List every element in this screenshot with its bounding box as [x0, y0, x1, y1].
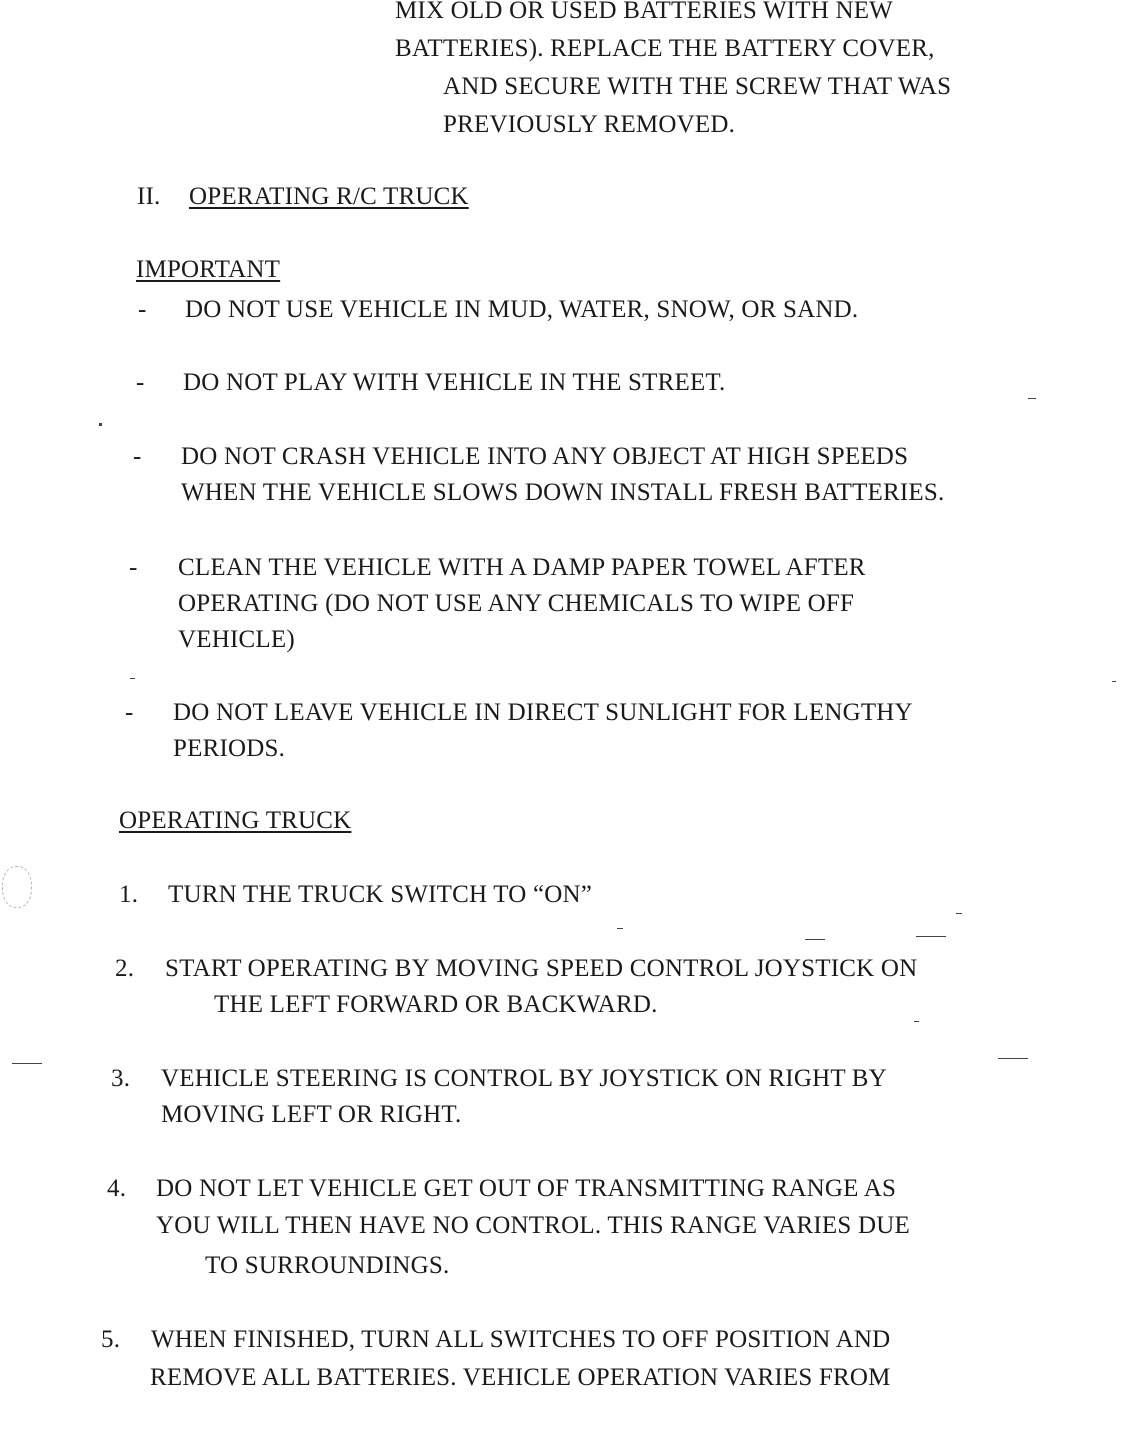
bullet-dash: - — [133, 443, 142, 470]
scan-speck — [617, 928, 623, 929]
step-text: YOU WILL THEN HAVE NO CONTROL. THIS RANGE VARIES DUE — [156, 1212, 910, 1239]
step-text: VEHICLE STEERING IS CONTROL BY JOYSTICK ON RIGHT BY — [161, 1065, 887, 1092]
intro-line: MIX OLD OR USED BATTERIES WITH NEW — [395, 0, 893, 24]
important-item: CLEAN THE VEHICLE WITH A DAMP PAPER TOWEL AFTER — [178, 554, 866, 581]
operating-heading: OPERATING TRUCK — [119, 807, 352, 834]
important-item: WHEN THE VEHICLE SLOWS DOWN INSTALL FRESH BATTERIES. — [181, 479, 945, 506]
section-title: OPERATING R/C TRUCK — [189, 183, 469, 210]
scan-speck — [99, 423, 102, 426]
scan-speck — [130, 678, 135, 679]
intro-line: BATTERIES). REPLACE THE BATTERY COVER, — [395, 35, 935, 62]
section-number: II. — [137, 183, 161, 210]
step-text: THE LEFT FORWARD OR BACKWARD. — [214, 991, 658, 1018]
bullet-dash: - — [129, 554, 138, 581]
important-item: OPERATING (DO NOT USE ANY CHEMICALS TO WIPE OFF — [178, 590, 855, 617]
bullet-dash: - — [125, 699, 134, 726]
punch-hole-mark — [2, 866, 32, 908]
bullet-dash: - — [136, 369, 145, 396]
step-text: DO NOT LET VEHICLE GET OUT OF TRANSMITTING RANGE AS — [156, 1175, 897, 1202]
important-item: DO NOT LEAVE VEHICLE IN DIRECT SUNLIGHT FOR LENGTHY — [173, 699, 913, 726]
bullet-dash: - — [138, 296, 147, 323]
important-heading: IMPORTANT — [136, 256, 281, 283]
step-text: REMOVE ALL BATTERIES. VEHICLE OPERATION VARIES FROM — [150, 1364, 891, 1391]
scan-speck — [1112, 681, 1116, 682]
step-text: START OPERATING BY MOVING SPEED CONTROL JOYSTICK ON — [165, 955, 918, 982]
scan-speck — [956, 913, 962, 914]
intro-line: AND SECURE WITH THE SCREW THAT WAS — [443, 73, 952, 100]
important-item: VEHICLE) — [178, 626, 295, 653]
important-item: DO NOT PLAY WITH VEHICLE IN THE STREET. — [183, 369, 726, 396]
step-text: MOVING LEFT OR RIGHT. — [161, 1101, 462, 1128]
scan-speck — [998, 1058, 1028, 1059]
scan-speck — [1028, 398, 1036, 399]
important-item: DO NOT CRASH VEHICLE INTO ANY OBJECT AT HIGH SPEEDS — [181, 443, 909, 470]
step-number: 4. — [107, 1175, 127, 1202]
scan-speck — [916, 936, 946, 937]
step-number: 1. — [119, 881, 139, 908]
step-number: 2. — [115, 955, 135, 982]
step-number: 3. — [111, 1065, 131, 1092]
intro-line: PREVIOUSLY REMOVED. — [443, 111, 736, 138]
important-item: PERIODS. — [173, 735, 286, 762]
step-text: TURN THE TRUCK SWITCH TO “ON” — [168, 881, 593, 908]
scan-speck — [914, 1021, 919, 1022]
step-text: TO SURROUNDINGS. — [205, 1252, 450, 1279]
important-item: DO NOT USE VEHICLE IN MUD, WATER, SNOW, OR SAND. — [185, 296, 859, 323]
step-number: 5. — [101, 1326, 121, 1353]
step-text: WHEN FINISHED, TURN ALL SWITCHES TO OFF POSITION AND — [151, 1326, 891, 1353]
scan-speck — [12, 1063, 42, 1064]
scan-speck — [805, 939, 825, 940]
